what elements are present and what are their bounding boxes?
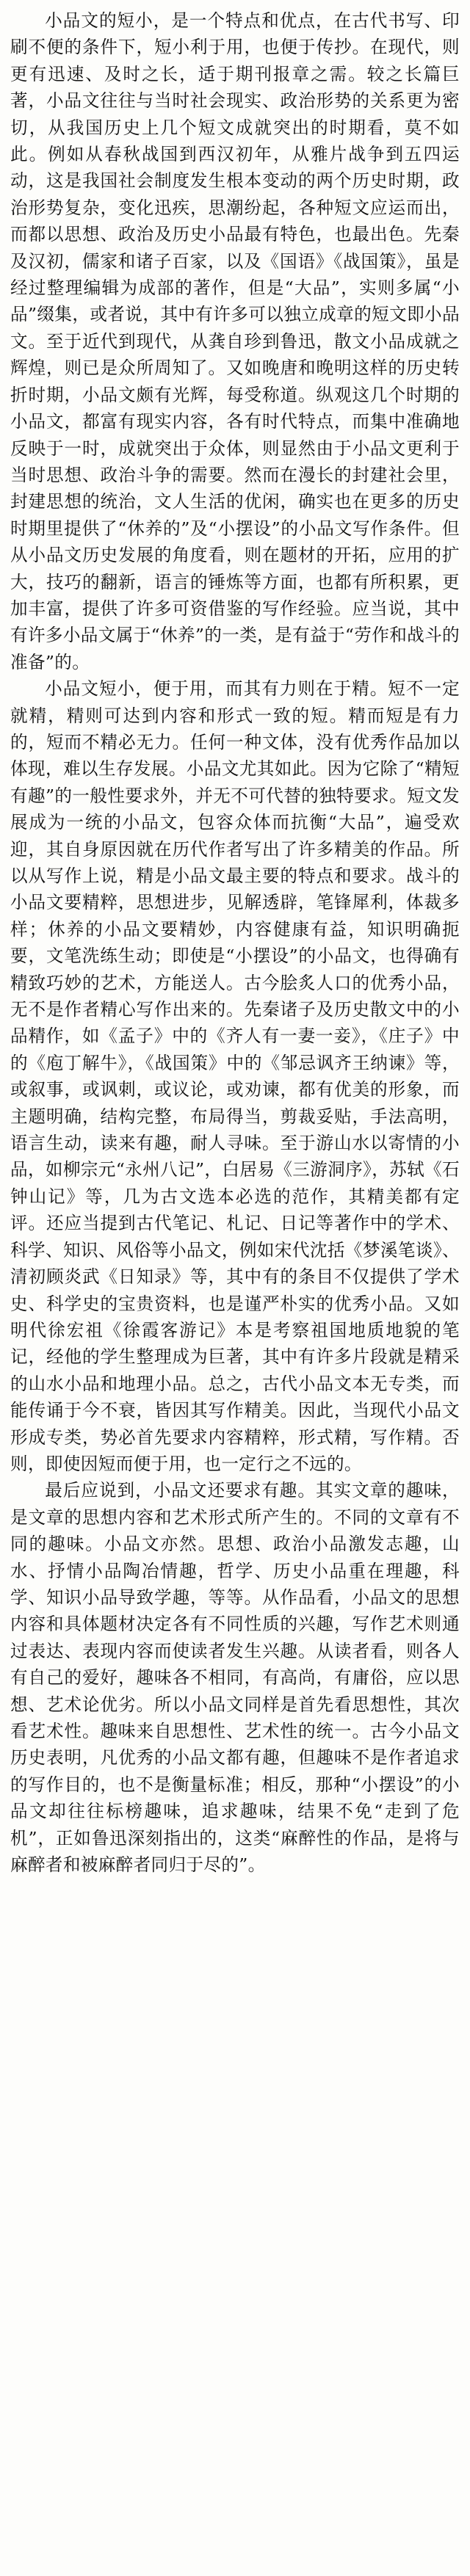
paragraph-refinement: 小品文短小，便于用，而其有力则在于精。短不一定就精，精则可达到内容和形式一致的短。精而短是有力的，短而不精必无力。任何一种文体，没有优秀作品加以体现，难以生存发展。小品文尤其如此。因为它除了“精短有趣”的一般性要求外，并无不可代替的独特要求。短文发展成为一统的小品文，包容众体而抗衡“大品”，遍受欢迎，其自身原因就在历代作者写出了许多精美的作品。所以从写作上说，精是小品文最主要的特点和要求。战斗的小品文要精粹，思想进步，见解透辟，笔锋犀利，体裁多样；休养的小品文要精妙，内容健康有益，知识明确扼要，文笔洗练生动；即使是“小摆设”的小品文，也得确有精致巧妙的艺术，方能送人。古今脍炙人口的优秀小品，无不是作者精心写作出来的。先秦诸子及历史散文中的小品精作，如《孟子》中的《齐人有一妻一妾》，《庄子》中的《庖丁解牛》，《战国策》中的《邹忌讽齐王纳谏》等，或叙事，或讽刺，或议论，或劝谏，都有优美的形象，而主题明确，结构完整，布局得当，剪裁妥贴，手法高明，语言生动，读来有趣，耐人寻味。至于游山水以寄情的小品，如柳宗元“永州八记”，白居易《三游洞序》，苏轼《石钟山记》等，几为古文选本必选的范作，其精美都有定评。还应当提到古代笔记、札记、日记等著作中的学术、科学、知识、风俗等小品文，例如宋代沈括《梦溪笔谈》、清初顾炎武《日知录》等，其中有的条目不仅提供了学术史、科学史的宝贵资料，也是谨严朴实的优秀小品。又如明代徐宏祖《徐霞客游记》本是考察祖国地质地貌的笔记，经他的学生整理成为巨著，其中有许多片段就是精采的山水小品和地理小品。总之，古代小品文本无专类，而能传诵于今不衰，皆因其写作精美。因此，当现代小品文形成专类，势必首先要求内容精粹，形式精，写作精。否则，即使因短而便于用，也一定行之不远的。 [10, 678, 460, 1474]
paragraph-brevity: 小品文的短小，是一个特点和优点，在古代书写、印刷不便的条件下，短小利于用，也便于传抄。在现代，则更有迅速、及时之长，适于期刊报章之需。较之长篇巨著，小品文往往与当时社会现实、政治形势的关系更为密切，从我国历史上几个短文成就突出的时期看，莫不如此。例如从春秋战国到西汉初年，从雅片战争到五四运动，这是我国社会制度发生根本变动的两个历史时期，政治形势复杂，变化迅疾，思潮纷起，各种短文应运而出，而都以思想、政治及历史小品最有特色，也最出色。先秦及汉初，儒家和诸子百家，以及《国语》《战国策》，虽是经过整理编辑为成部的著作，但是“大品”，实则多属“小品”缀集，或者说，其中有许多可以独立成章的短文即小品文。至于近代到现代，从龚自珍到鲁迅，散文小品成就之辉煌，则已是众所周知了。又如晚唐和晚明这样的历史转折时期，小品文颇有光辉，每受称道。纵观这几个时期的小品文，都富有现实内容，各有时代特点，而集中准确地反映于一时，成就突出于众体，则显然由于小品文更利于当时思想、政治斗争的需要。然而在漫长的封建社会里，封建思想的统治，文人生活的优闲，确实也在更多的历史时期里提供了“休养的”及“小摆设”的小品文写作条件。但从小品文历史发展的角度看，则在题材的开拓，应用的扩大，技巧的翻新，语言的锤炼等方面，也都有所积累，更加丰富，提供了许多可资借鉴的写作经验。应当说，其中有许多小品文属于“休养”的一类，是有益于“劳作和战斗的准备”的。 [10, 10, 460, 672]
paragraph-interest: 最后应说到，小品文还要求有趣。其实文章的趣味，是文章的思想内容和艺术形式所产生的。不同的文章有不同的趣味。小品文亦然。思想、政治小品激发志趣，山水、抒情小品陶冶情趣，哲学、历史小品重在理趣，科学、知识小品导致学趣，等等。从作品看，小品文的思想内容和具体题材决定各有不同性质的兴趣，写作艺术则通过表达、表现内容而使读者发生兴趣。从读者看，则各人有自己的爱好，趣味各不相同，有高尚，有庸俗，应以思想、艺术论优劣。所以小品文同样是首先看思想性，其次看艺术性。趣味来自思想性、艺术性的统一。古今小品文历史表明，凡优秀的小品文都有趣，但趣味不是作者追求的写作目的，也不是衡量标准；相反，那种“小摆设”的小品文却往往标榜趣味，追求趣味，结果不免“走到了危机”，正如鲁迅深刻指出的，这类“麻醉性的作品，是将与麻醉者和被麻醉者同归于尽的”。 [10, 1480, 460, 1876]
